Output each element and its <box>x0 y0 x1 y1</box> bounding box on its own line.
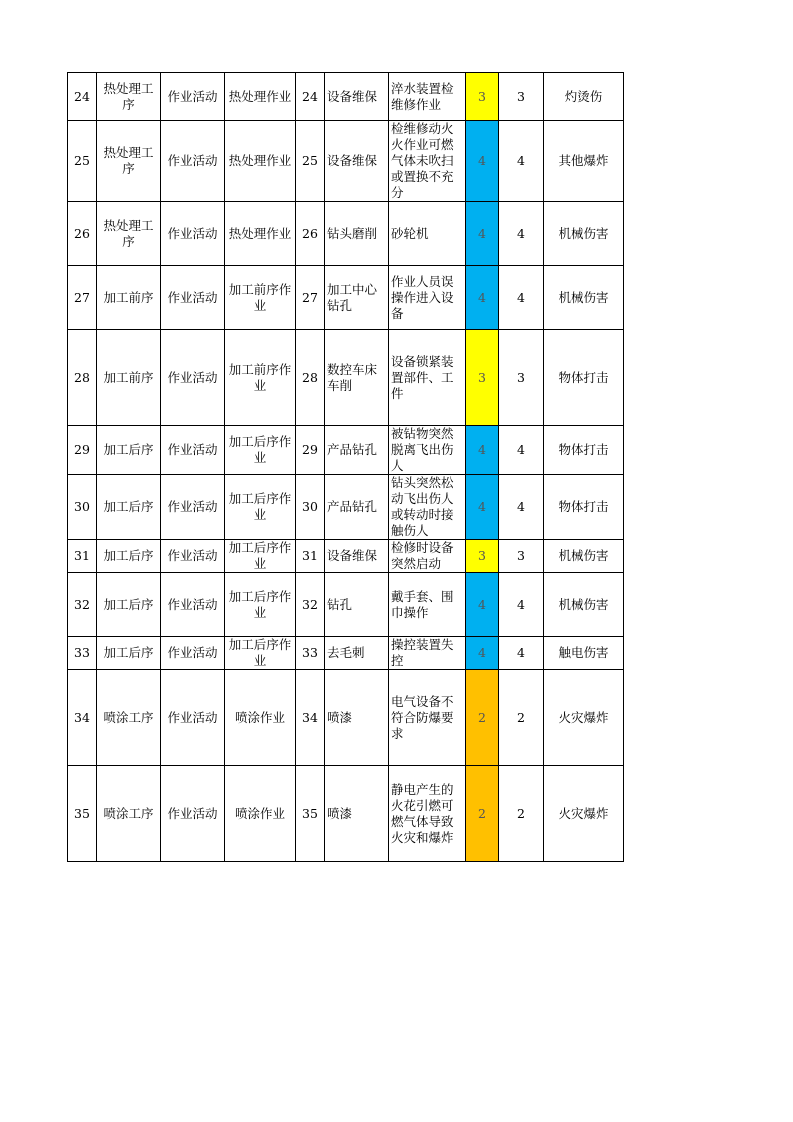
activity-cell: 喷涂作业 <box>225 766 296 862</box>
risk-grade-cell: 4 <box>499 426 544 475</box>
accident-type-cell: 物体打击 <box>544 426 624 475</box>
table-row <box>68 121 624 202</box>
row-number: 32 <box>68 573 97 637</box>
row-number: 27 <box>68 266 97 330</box>
accident-type-cell: 灼烫伤 <box>544 73 624 121</box>
table-row <box>68 426 624 475</box>
table-row <box>68 766 624 862</box>
risk-level-cell: 4 <box>466 637 499 670</box>
process-cell: 加工后序 <box>97 540 161 573</box>
accident-type-cell: 机械伤害 <box>544 202 624 266</box>
process-cell: 热处理工序 <box>97 121 161 202</box>
step-cell: 钻头磨削 <box>325 202 389 266</box>
step-number: 27 <box>296 266 325 330</box>
step-number: 35 <box>296 766 325 862</box>
step-cell: 喷漆 <box>325 766 389 862</box>
hazard-cell: 电气设备不符合防爆要求 <box>389 670 466 766</box>
activity-type-cell: 作业活动 <box>161 121 225 202</box>
activity-type-cell: 作业活动 <box>161 766 225 862</box>
activity-type-cell: 作业活动 <box>161 670 225 766</box>
step-number: 29 <box>296 426 325 475</box>
activity-type-cell: 作业活动 <box>161 202 225 266</box>
risk-level-cell: 4 <box>466 426 499 475</box>
step-cell: 产品钻孔 <box>325 475 389 540</box>
process-cell: 加工后序 <box>97 475 161 540</box>
activity-type-cell: 作业活动 <box>161 540 225 573</box>
risk-grade-cell: 4 <box>499 475 544 540</box>
accident-type-cell: 火灾爆炸 <box>544 670 624 766</box>
row-number: 35 <box>68 766 97 862</box>
process-cell: 热处理工序 <box>97 73 161 121</box>
activity-type-cell: 作业活动 <box>161 637 225 670</box>
accident-type-cell: 物体打击 <box>544 475 624 540</box>
risk-level-cell: 4 <box>466 475 499 540</box>
risk-grade-cell: 3 <box>499 330 544 426</box>
row-number: 33 <box>68 637 97 670</box>
risk-level-cell: 2 <box>466 670 499 766</box>
table-row <box>68 330 624 426</box>
step-number: 28 <box>296 330 325 426</box>
activity-cell: 加工后序作业 <box>225 637 296 670</box>
activity-type-cell: 作业活动 <box>161 330 225 426</box>
hazard-cell: 戴手套、围巾操作 <box>389 573 466 637</box>
process-cell: 加工后序 <box>97 573 161 637</box>
step-cell: 加工中心钻孔 <box>325 266 389 330</box>
accident-type-cell: 火灾爆炸 <box>544 766 624 862</box>
hazard-cell: 静电产生的火花引燃可燃气体导致火灾和爆炸 <box>389 766 466 862</box>
activity-cell: 加工后序作业 <box>225 540 296 573</box>
step-number: 25 <box>296 121 325 202</box>
step-number: 32 <box>296 573 325 637</box>
process-cell: 热处理工序 <box>97 202 161 266</box>
accident-type-cell: 机械伤害 <box>544 573 624 637</box>
row-number: 28 <box>68 330 97 426</box>
risk-table-body <box>68 73 624 862</box>
table-row <box>68 540 624 573</box>
activity-type-cell: 作业活动 <box>161 475 225 540</box>
row-number: 34 <box>68 670 97 766</box>
activity-type-cell: 作业活动 <box>161 573 225 637</box>
accident-type-cell: 物体打击 <box>544 330 624 426</box>
hazard-cell: 检维修动火火作业可燃气体未吹扫或置换不充分 <box>389 121 466 202</box>
hazard-cell: 设备锁紧装置部件、工件 <box>389 330 466 426</box>
risk-grade-cell: 2 <box>499 670 544 766</box>
hazard-cell: 淬水装置检维修作业 <box>389 73 466 121</box>
risk-grade-cell: 3 <box>499 540 544 573</box>
hazard-cell: 检修时设备突然启动 <box>389 540 466 573</box>
risk-grade-cell: 4 <box>499 266 544 330</box>
step-cell: 设备维保 <box>325 540 389 573</box>
row-number: 29 <box>68 426 97 475</box>
accident-type-cell: 其他爆炸 <box>544 121 624 202</box>
step-cell: 设备维保 <box>325 121 389 202</box>
step-cell: 钻孔 <box>325 573 389 637</box>
risk-level-cell: 4 <box>466 202 499 266</box>
accident-type-cell: 触电伤害 <box>544 637 624 670</box>
activity-cell: 加工后序作业 <box>225 475 296 540</box>
table-row <box>68 73 624 121</box>
risk-level-cell: 4 <box>466 573 499 637</box>
activity-type-cell: 作业活动 <box>161 73 225 121</box>
row-number: 31 <box>68 540 97 573</box>
table-row <box>68 266 624 330</box>
row-number: 25 <box>68 121 97 202</box>
activity-cell: 加工后序作业 <box>225 426 296 475</box>
hazard-cell: 钻头突然松动飞出伤人或转动时接触伤人 <box>389 475 466 540</box>
step-number: 24 <box>296 73 325 121</box>
table-row <box>68 573 624 637</box>
activity-cell: 热处理作业 <box>225 73 296 121</box>
process-cell: 加工后序 <box>97 426 161 475</box>
step-number: 33 <box>296 637 325 670</box>
activity-cell: 加工前序作业 <box>225 266 296 330</box>
hazard-cell: 操控装置失控 <box>389 637 466 670</box>
risk-assessment-table <box>67 72 624 862</box>
risk-grade-cell: 4 <box>499 121 544 202</box>
table-row <box>68 202 624 266</box>
hazard-cell: 砂轮机 <box>389 202 466 266</box>
activity-cell: 热处理作业 <box>225 121 296 202</box>
risk-grade-cell: 4 <box>499 202 544 266</box>
step-cell: 喷漆 <box>325 670 389 766</box>
risk-grade-cell: 2 <box>499 766 544 862</box>
hazard-cell: 被钻物突然脱离飞出伤人 <box>389 426 466 475</box>
step-cell: 数控车床车削 <box>325 330 389 426</box>
activity-type-cell: 作业活动 <box>161 426 225 475</box>
step-number: 26 <box>296 202 325 266</box>
risk-grade-cell: 4 <box>499 573 544 637</box>
activity-cell: 加工前序作业 <box>225 330 296 426</box>
hazard-cell: 作业人员误操作进入设备 <box>389 266 466 330</box>
activity-cell: 加工后序作业 <box>225 573 296 637</box>
process-cell: 加工前序 <box>97 266 161 330</box>
risk-level-cell: 4 <box>466 266 499 330</box>
risk-level-cell: 4 <box>466 121 499 202</box>
process-cell: 加工前序 <box>97 330 161 426</box>
process-cell: 喷涂工序 <box>97 766 161 862</box>
table-row <box>68 670 624 766</box>
table-row <box>68 475 624 540</box>
process-cell: 喷涂工序 <box>97 670 161 766</box>
step-number: 30 <box>296 475 325 540</box>
step-number: 31 <box>296 540 325 573</box>
row-number: 30 <box>68 475 97 540</box>
risk-grade-cell: 3 <box>499 73 544 121</box>
activity-cell: 喷涂作业 <box>225 670 296 766</box>
step-cell: 产品钻孔 <box>325 426 389 475</box>
risk-grade-cell: 4 <box>499 637 544 670</box>
step-number: 34 <box>296 670 325 766</box>
process-cell: 加工后序 <box>97 637 161 670</box>
step-cell: 设备维保 <box>325 73 389 121</box>
activity-type-cell: 作业活动 <box>161 266 225 330</box>
table-row <box>68 637 624 670</box>
risk-level-cell: 3 <box>466 73 499 121</box>
row-number: 26 <box>68 202 97 266</box>
accident-type-cell: 机械伤害 <box>544 540 624 573</box>
risk-level-cell: 3 <box>466 540 499 573</box>
risk-level-cell: 3 <box>466 330 499 426</box>
risk-level-cell: 2 <box>466 766 499 862</box>
activity-cell: 热处理作业 <box>225 202 296 266</box>
step-cell: 去毛刺 <box>325 637 389 670</box>
row-number: 24 <box>68 73 97 121</box>
accident-type-cell: 机械伤害 <box>544 266 624 330</box>
